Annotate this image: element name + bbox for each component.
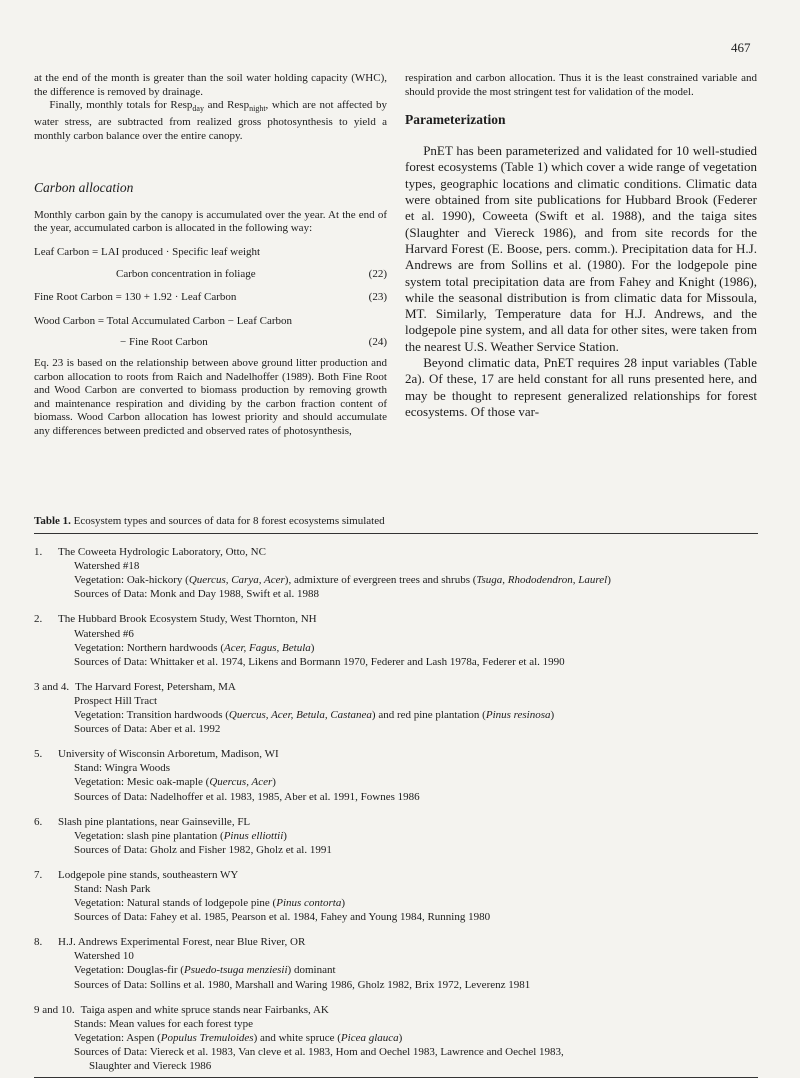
table-caption: Table 1. Ecosystem types and sources of data for 8 forest ecosystems simulated xyxy=(34,515,385,527)
section-title-carbon-allocation: Carbon allocation xyxy=(34,180,134,196)
equation-number-24: (24) xyxy=(368,336,387,349)
table-entry-3-4: 3 and 4. The Harvard Forest, Petersham, MA Prospect Hill Tract Vegetation: Transition hardwoods (Quercus, Acer, Betula, Castanea) and red pine plantation (Pinus resinosa) Sources of Data: Aber et al. 1992 xyxy=(34,680,555,736)
equation-number-23: (23) xyxy=(368,291,387,304)
table-entry-7: 7. Lodgepole pine stands, southeastern WY Stand: Nash Park Vegetation: Natural stands of lodgepole pine (Pinus contorta) Sources of Data: Fahey et al. 1985, Pearson et al. 1984, Fahey and Young 1984, Running 1980 xyxy=(34,868,491,924)
table-entry-6: 6. Slash pine plantations, near Gainseville, FL Vegetation: slash pine plantation (Pinus elliottii) Sources of Data: Gholz and Fisher 1982, Gholz et al. 1991 xyxy=(34,815,332,856)
equation-23: Fine Root Carbon = 130 + 1.92 · Leaf Carbon (23) xyxy=(34,291,387,304)
equation-24-line-2: − Fine Root Carbon (24) xyxy=(120,336,387,349)
equation-22-line-1: Leaf Carbon = LAI produced · Specific leaf weight xyxy=(34,245,261,258)
page-number: 467 xyxy=(731,40,751,55)
left-para-3: Monthly carbon gain by the canopy is accumulated over the year. At the end of the year, accumulated carbon is allocated in the following way: xyxy=(34,208,387,235)
table-entry-9-10: 9 and 10. Taiga aspen and white spruce stands near Fairbanks, AK Stands: Mean values for each forest type Vegetation: Aspen (Populus Tremuloides) and white spruce (Picea glauca) Sources of Data: Viereck et al. 1983, Van cleve et al. 1983, Hom and Oechel 1983, Lawrence and Oechel 1983, Slaughter and Viereck 1986 xyxy=(34,1003,564,1072)
right-para-2: PnET has been parameterized and validated for 10 well-studied forest ecosystems (Table 1) which cover a wide range of vegetation types, geographic locations and climatic conditions. Climatic data were obtained from site publications for Hubbard Brook (Federer et al. 1990), Coweeta (Swift et al. 1988), and the taiga sites (Slaughter and Viereck 1986), and from site records for the Harvard Forest (E. Boose, pers. comm.). Precipitation data for H.J. Andrews are from Sollins et al. (1980). For the lodgepole pine system total precipitation data are from Fahey and Knight (1986), while the seasonal distribution is from climatic data for Missoula, MT. Similarly, Temperature data for H.J. Andrews, and the lodgepole pine system, and all data for other sites, were taken from the nearest U.S. Weather Service Station. xyxy=(405,143,757,354)
left-para-1: at the end of the month is greater than the soil water holding capacity (WHC), the difference is removed by drainage. xyxy=(34,72,387,98)
right-column xyxy=(405,72,757,420)
table-entry-2: 2. The Hubbard Brook Ecosystem Study, West Thornton, NH Watershed #6 Vegetation: Northern hardwoods (Acer, Fagus, Betula) Sources of Data: Whittaker et al. 1974, Likens and Bormann 1970, Federer and Lash 1978a, Federer et al. 1990 xyxy=(34,613,565,668)
table-entry-8: 8. H.J. Andrews Experimental Forest, near Blue River, OR Watershed 10 Vegetation: Douglas-fir (Psuedo-tsuga menziesii) dominant Sources of Data: Sollins et al. 1980, Marshall and Waring 1986, Gholz 1982, Brix 1972, Leverenz 1981 xyxy=(34,936,531,991)
section-title-parameterization: Parameterization xyxy=(405,112,506,128)
right-para-3: Beyond climatic data, PnET requires 28 input variables (Table 2a). Of these, 17 are held constant for all runs presented here, and may be thought to represent generalized relationships for forest ecosystems. Of those var- xyxy=(405,355,757,419)
left-column xyxy=(34,72,387,438)
left-para-2: Finally, monthly totals for Resp$_{day}$ and Resp$_{night}$, which are not affected by water stress, are subtracted from realized gross photosynthesis to yield a monthly carbon balance over the entire canopy. xyxy=(34,99,387,142)
equation-22-line-2: Carbon concentration in foliage (22) xyxy=(116,267,387,280)
equation-number-22: (22) xyxy=(368,267,387,280)
table-entry-1: 1. The Coweeta Hydrologic Laboratory, Otto, NC Watershed #18 Vegetation: Oak-hickory (Quercus, Carya, Acer), admixture of evergreen trees and shrubs (Tsuga, Rhododendron, Laurel) Sources of Data: Monk and Day 1988, Swift et al. 1988 xyxy=(34,546,611,601)
table-entry-5: 5. University of Wisconsin Arboretum, Madison, WI Stand: Wingra Woods Vegetation: Mesic oak-maple (Quercus, Acer) Sources of Data: Nadelhoffer et al. 1983, 1985, Aber et al. 1991, Fownes 1986 xyxy=(34,748,420,803)
table-1 xyxy=(34,514,758,1078)
right-para-1: respiration and carbon allocation. Thus it is the least constrained variable and should provide the most stringent test for validation of the model. xyxy=(405,72,757,98)
equation-24-line-1: Wood Carbon = Total Accumulated Carbon − Leaf Carbon xyxy=(34,314,292,327)
left-para-4: Eq. 23 is based on the relationship between above ground litter production and carbon allocation to roots from Raich and Nadelhoffer (1989). Both Fine Root and Wood Carbon are converted to biomass production by removing growth and maintenance respiration and dividing by the carbon fraction content of biomass. Wood Carbon allocation has lowest priority and should accumulate any differences between predicted and observed rates of photosynthesis, xyxy=(34,356,387,437)
table-top-rule xyxy=(34,533,758,534)
